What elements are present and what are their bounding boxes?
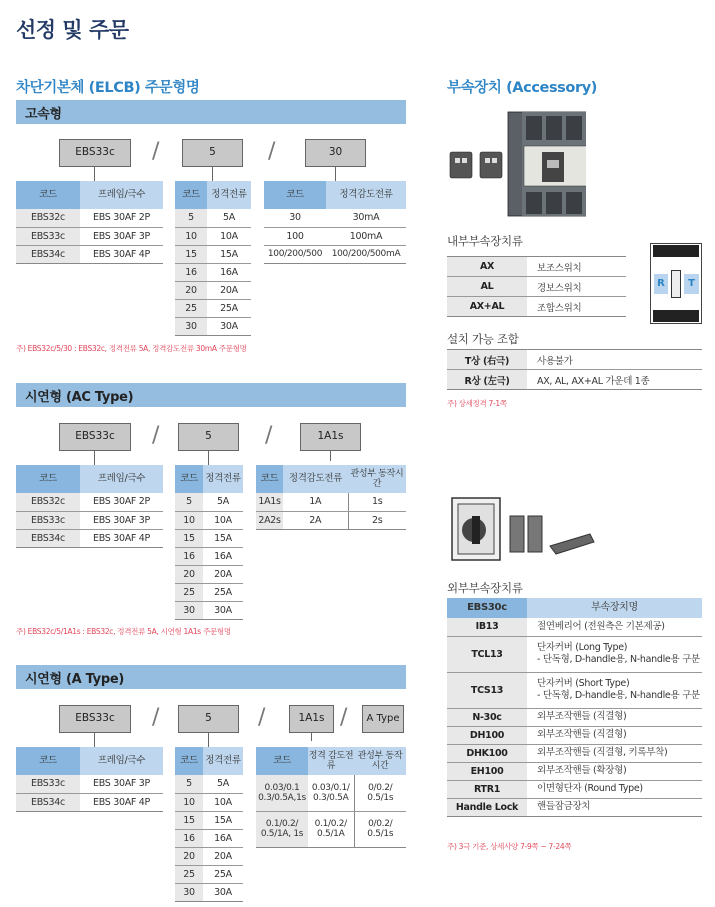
internal-accessory-label: 내부부속장치류 xyxy=(447,234,523,248)
cell: 30 xyxy=(175,883,203,901)
cell: T상 (右극) xyxy=(447,350,527,370)
high-speed-band: 고속형 xyxy=(16,100,406,124)
cell: AX+AL xyxy=(447,297,527,317)
connector-line xyxy=(94,451,95,465)
cell: EBS32c xyxy=(16,493,80,511)
r-pole-slot: R xyxy=(654,274,668,294)
cell: N-30c xyxy=(447,708,527,726)
accessory-section-title: 부속장치 (Accessory) xyxy=(447,80,598,96)
code-box-sensitivity: 1A1s xyxy=(300,423,361,451)
code-box-current: 5 xyxy=(182,139,243,167)
cell: 100/200/500 xyxy=(264,245,326,263)
cell: 외부조작핸들 (직결형) xyxy=(527,726,702,744)
code-box-frame: EBS33c xyxy=(59,139,131,167)
frame-pole-table xyxy=(16,465,163,548)
cell: 100 xyxy=(264,227,326,245)
cell: EBS 30AF 3P xyxy=(80,775,163,793)
cell: 16 xyxy=(175,263,207,281)
cell: 1A xyxy=(283,493,348,511)
cell: 15A xyxy=(203,529,243,547)
cell: 5A xyxy=(203,493,243,511)
cell: 외부조작핸들 (직결형) xyxy=(527,708,702,726)
cell: 20A xyxy=(203,565,243,583)
connector-line xyxy=(311,733,312,741)
cell: 15 xyxy=(175,245,207,263)
separator: / xyxy=(258,705,266,730)
connector-line xyxy=(335,167,336,181)
cell: 20A xyxy=(203,847,243,865)
cell: 10 xyxy=(175,793,203,811)
col-header: 코드 xyxy=(256,747,308,775)
cell-line: 단자커버 (Long Type) xyxy=(537,641,628,653)
cell: 20 xyxy=(175,281,207,299)
cell: R상 (左극) xyxy=(447,370,527,390)
cell: 100mA xyxy=(326,227,406,245)
cell: 사용불가 xyxy=(527,350,702,370)
cell: EBS33c xyxy=(16,227,80,245)
cell: 0.1/0.2/ 0.5/1A, 1s xyxy=(256,811,308,847)
cell: EBS 30AF 4P xyxy=(80,793,163,811)
cell: 100/200/500mA xyxy=(326,245,406,263)
cell xyxy=(527,618,702,636)
col-header: 코드 xyxy=(175,747,203,775)
cell-line: 단자커버 (Short Type) xyxy=(537,677,630,689)
high-speed-note: 주) EBS32c/5/30 : EBS32c, 정격전류 5A, 정격감도전류 30mA 주문형명 xyxy=(16,344,247,353)
cell xyxy=(527,672,702,708)
cell: EBS34c xyxy=(16,793,80,811)
col-header: EBS30c xyxy=(447,598,527,618)
frame-pole-table xyxy=(16,181,163,264)
col-header: 코드 xyxy=(256,465,283,493)
external-accessory-table xyxy=(447,598,702,817)
connector-line xyxy=(212,167,213,181)
cell: 10 xyxy=(175,511,203,529)
cell: EBS32c xyxy=(16,209,80,227)
cell: 10 xyxy=(175,227,207,245)
rt-pole-diagram xyxy=(650,243,702,324)
cell: 0.03/0.1 0.3/0.5A,1s xyxy=(256,775,308,811)
separator: / xyxy=(152,139,160,164)
code-box-current: 5 xyxy=(178,705,239,733)
cell: 20 xyxy=(175,565,203,583)
cell: 경보스위치 xyxy=(527,277,626,297)
cell: 5 xyxy=(175,775,203,793)
cell: TCL13 xyxy=(447,636,527,672)
col-header: 관성부 동작시간 xyxy=(348,465,406,493)
cell: EBS 30AF 4P xyxy=(80,245,163,263)
a-type-band: 시연형 (A Type) xyxy=(16,665,406,689)
cell: 30 xyxy=(175,317,207,335)
cell: 25 xyxy=(175,865,203,883)
cell: 2A xyxy=(283,511,348,529)
cell: 핸들잠금장치 xyxy=(527,798,702,816)
col-header: 코드 xyxy=(264,181,326,209)
cell xyxy=(527,636,702,672)
cell: 외부조작핸들 (직결형, 키록부착) xyxy=(527,744,702,762)
cell: 30A xyxy=(207,317,251,335)
code-box-sensitivity: 1A1s xyxy=(289,705,334,733)
col-header: 정격 감도전류 xyxy=(308,747,354,775)
sensitivity-table xyxy=(256,747,406,848)
cell: EBS 30AF 3P xyxy=(80,227,163,245)
cell: 30 xyxy=(175,601,203,619)
cell: 0.1/0.2/ 0.5/1A xyxy=(308,811,354,847)
rated-current-table xyxy=(175,181,251,336)
col-header: 정격전류 xyxy=(207,181,251,209)
cell: 16A xyxy=(203,547,243,565)
col-header: 정격감도전류 xyxy=(326,181,406,209)
cell: AL xyxy=(447,277,527,297)
terminal-strip-bottom xyxy=(653,310,699,322)
cell: EH100 xyxy=(447,762,527,780)
cell: 1A1s xyxy=(256,493,283,511)
cell: 10A xyxy=(203,511,243,529)
cell: EBS34c xyxy=(16,245,80,263)
cell-subline: - 단독형, D-handle용, N-handle용 구분 xyxy=(537,654,700,665)
cell: 16 xyxy=(175,547,203,565)
cell-line: 절연베리어 (전원측은 기본제공) xyxy=(537,620,665,632)
elcb-section-title: 차단기본체 (ELCB) 주문형명 xyxy=(16,80,200,96)
cell: EBS33c xyxy=(16,775,80,793)
handle-icon xyxy=(671,270,681,298)
cell: 15 xyxy=(175,529,203,547)
page-title: 선정 및 주문 xyxy=(16,18,129,42)
cell: 5 xyxy=(175,209,207,227)
combination-label: 설치 가능 조합 xyxy=(447,332,519,346)
cell: 5 xyxy=(175,493,203,511)
cell: EBS 30AF 3P xyxy=(80,511,163,529)
cell: 0/0.2/ 0.5/1s xyxy=(354,775,406,811)
cell: Handle Lock xyxy=(447,798,527,816)
combination-note: 주) 상세정격 7-1쪽 xyxy=(447,399,507,408)
cell: AX xyxy=(447,257,527,277)
connector-line xyxy=(208,451,209,465)
cell: 0.03/0.1/ 0.3/0.5A xyxy=(308,775,354,811)
cell: 25A xyxy=(203,583,243,601)
cell: AX, AL, AX+AL 가운데 1종 xyxy=(527,370,702,390)
code-box-sensitivity: 30 xyxy=(305,139,366,167)
cell: 5A xyxy=(207,209,251,227)
col-header: 코드 xyxy=(16,747,80,775)
cell: 16A xyxy=(207,263,251,281)
cell: 30mA xyxy=(326,209,406,227)
col-header: 코드 xyxy=(175,465,203,493)
rated-current-table xyxy=(175,747,243,902)
cell: 0/0.2/ 0.5/1s xyxy=(354,811,406,847)
ac-type-note: 주) EBS32c/5/1A1s : EBS32c, 정격전류 5A, 시연형 1A1s 주문형명 xyxy=(16,627,231,636)
internal-accessory-table xyxy=(447,256,626,317)
sensitivity-table xyxy=(264,181,406,264)
cell: 20 xyxy=(175,847,203,865)
cell: 10A xyxy=(207,227,251,245)
code-box-frame: EBS33c xyxy=(59,423,131,451)
col-header: 관성부 동작시간 xyxy=(354,747,406,775)
ac-type-band: 시연형 (AC Type) xyxy=(16,383,406,407)
combination-table xyxy=(447,349,702,390)
cell: 25A xyxy=(203,865,243,883)
t-pole-slot: T xyxy=(684,274,699,294)
rated-current-table xyxy=(175,465,243,620)
code-box-current: 5 xyxy=(178,423,239,451)
cell: EBS 30AF 2P xyxy=(80,493,163,511)
cell: 25 xyxy=(175,299,207,317)
col-header: 프레임/극수 xyxy=(80,181,163,209)
external-accessory-label: 외부부속장치류 xyxy=(447,581,523,595)
col-header: 프레임/극수 xyxy=(80,747,163,775)
connector-line xyxy=(94,733,95,747)
cell: DH100 xyxy=(447,726,527,744)
connector-line xyxy=(208,733,209,747)
col-header: 정격감도전류 xyxy=(283,465,348,493)
col-header: 코드 xyxy=(16,181,80,209)
cell: 15 xyxy=(175,811,203,829)
cell: 1s xyxy=(348,493,406,511)
col-header: 부속장치명 xyxy=(527,598,702,618)
cell: IB13 xyxy=(447,618,527,636)
cell: 5A xyxy=(203,775,243,793)
cell: 2A2s xyxy=(256,511,283,529)
cell: 25 xyxy=(175,583,203,601)
cell: DHK100 xyxy=(447,744,527,762)
cell: TCS13 xyxy=(447,672,527,708)
col-header: 정격전류 xyxy=(203,747,243,775)
cell: 2s xyxy=(348,511,406,529)
separator: / xyxy=(152,423,160,448)
cell: 10A xyxy=(203,793,243,811)
cell: EBS 30AF 2P xyxy=(80,209,163,227)
separator: / xyxy=(268,139,276,164)
cell: 30A xyxy=(203,601,243,619)
cell: 30 xyxy=(264,209,326,227)
col-header: 프레임/극수 xyxy=(80,465,163,493)
connector-line xyxy=(94,167,95,181)
cell: EBS 30AF 4P xyxy=(80,529,163,547)
code-box-frame: EBS33c xyxy=(59,705,131,733)
col-header: 정격전류 xyxy=(203,465,243,493)
cell: 20A xyxy=(207,281,251,299)
cell: 15A xyxy=(203,811,243,829)
cell: 16A xyxy=(203,829,243,847)
terminal-strip-top xyxy=(653,245,699,257)
breaker-accessory-illustration xyxy=(446,108,586,218)
external-accessory-illustration xyxy=(450,492,600,564)
external-accessory-note: 주) 3극 기준, 상세사양 7-9쪽 ~ 7-24쪽 xyxy=(447,842,572,851)
cell: EBS34c xyxy=(16,529,80,547)
col-header: 코드 xyxy=(175,181,207,209)
cell: 25A xyxy=(207,299,251,317)
cell: 외부조작핸들 (확장형) xyxy=(527,762,702,780)
cell: 보조스위치 xyxy=(527,257,626,277)
cell: 이면형단자 (Round Type) xyxy=(527,780,702,798)
frame-pole-table xyxy=(16,747,163,812)
cell: RTR1 xyxy=(447,780,527,798)
connector-line xyxy=(330,451,331,461)
separator: / xyxy=(265,423,273,448)
separator: / xyxy=(152,705,160,730)
cell-subline: - 단독형, D-handle용, N-handle용 구분 xyxy=(537,690,700,701)
cell: 15A xyxy=(207,245,251,263)
sensitivity-table xyxy=(256,465,406,530)
col-header: 코드 xyxy=(16,465,80,493)
cell: EBS33c xyxy=(16,511,80,529)
separator: / xyxy=(340,705,348,730)
cell: 30A xyxy=(203,883,243,901)
cell: 16 xyxy=(175,829,203,847)
code-box-a-type: A Type xyxy=(362,705,404,733)
cell: 조합스위치 xyxy=(527,297,626,317)
